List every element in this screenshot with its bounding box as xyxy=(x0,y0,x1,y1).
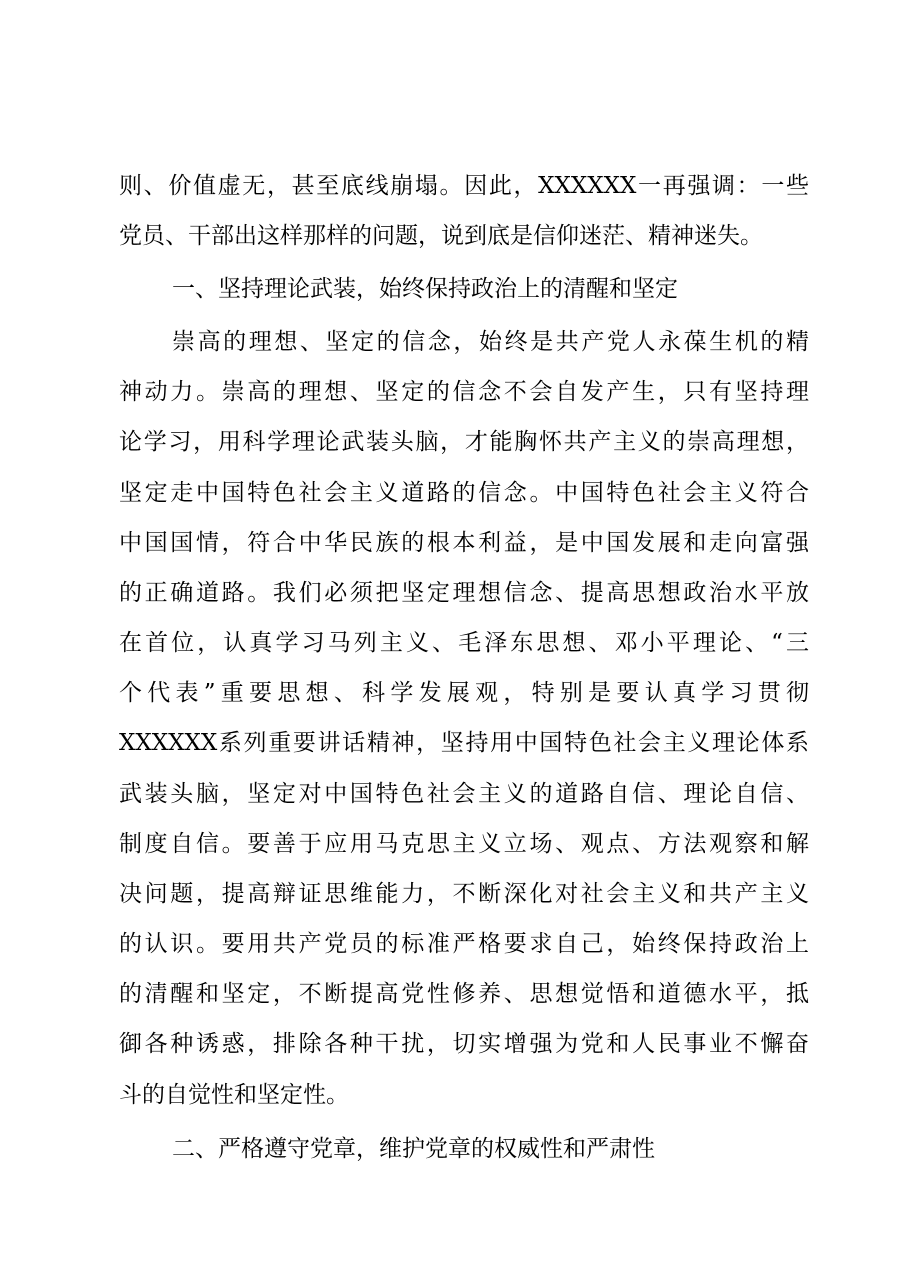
section-one-line-12: 决问题，提高辩证思维能力，不断深化对社会主义和共产主义 xyxy=(119,881,809,907)
section-one-line-1: 崇高的理想、坚定的信念，始终是共产党人永葆生机的精 xyxy=(172,329,809,355)
section-one-line-9: XXXXXX系列重要讲话精神，坚持用中国特色社会主义理论体系 xyxy=(119,730,809,756)
section-one-line-7: 在首位，认真学习马列主义、毛泽东思想、邓小平理论、“三 xyxy=(119,630,809,656)
intro-line-2: 党员、干部出这样那样的问题，说到底是信仰迷茫、精神迷失。 xyxy=(119,223,763,249)
section-one-line-16: 斗的自觉性和坚定性。 xyxy=(119,1082,349,1108)
section-one-line-2: 神动力。崇高的理想、坚定的信念不会自发产生，只有坚持理 xyxy=(119,379,809,405)
section-one-line-15: 御各种诱惑，排除各种干扰，切实增强为党和人民事业不懈奋 xyxy=(119,1031,809,1057)
intro-line-1: 则、价值虚无，甚至底线崩塌。因此，XXXXXX一再强调：一些 xyxy=(119,173,809,199)
section-one-heading: 一、坚持理论武装，始终保持政治上的清醒和坚定 xyxy=(172,276,678,302)
section-one-line-8: 个代表”重要思想、科学发展观，特别是要认真学习贯彻 xyxy=(119,680,809,706)
section-one-line-4: 坚定走中国特色社会主义道路的信念。中国特色社会主义符合 xyxy=(119,480,809,506)
section-one-line-11: 制度自信。要善于应用马克思主义立场、观点、方法观察和解 xyxy=(119,831,809,857)
section-one-line-10: 武装头脑，坚定对中国特色社会主义的道路自信、理论自信、 xyxy=(119,781,809,807)
section-one-line-3: 论学习，用科学理论武装头脑，才能胸怀共产主义的崇高理想， xyxy=(119,429,809,455)
section-one-line-5: 中国国情，符合中华民族的根本利益，是中国发展和走向富强 xyxy=(119,530,809,556)
section-one-line-6: 的正确道路。我们必须把坚定理想信念、提高思想政治水平放 xyxy=(119,580,809,606)
section-two-heading: 二、严格遵守党章，维护党章的权威性和严肃性 xyxy=(172,1136,655,1162)
section-one-line-14: 的清醒和坚定，不断提高党性修养、思想觉悟和道德水平，抵 xyxy=(119,981,809,1007)
section-one-line-13: 的认识。要用共产党员的标准严格要求自己，始终保持政治上 xyxy=(119,931,809,957)
